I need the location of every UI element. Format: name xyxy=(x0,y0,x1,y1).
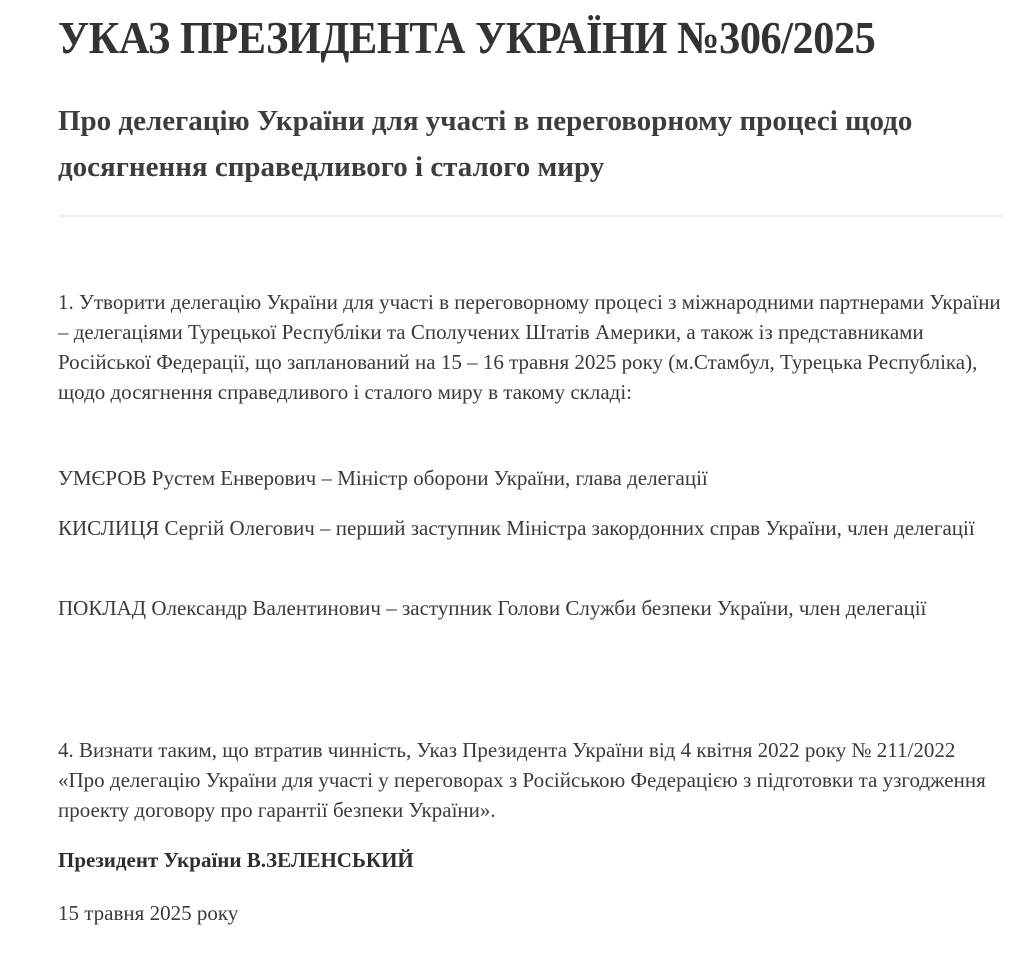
decree-date: 15 травня 2025 року xyxy=(58,901,239,925)
decree-title: УКАЗ ПРЕЗИДЕНТА УКРАЇНИ №306/2025 xyxy=(58,12,876,63)
delegation-member-umerov: УМЄРОВ Рустем Енверович – Міністр оборони України, глава делегації xyxy=(58,466,708,490)
section-divider xyxy=(58,215,1002,217)
point-1-paragraph: 1. Утворити делегацію України для участі в переговорному процесі з міжнародними партнерами України – делегаціями Турецької Республіки та Сполучених Штатів Америки, а також із представниками Російської Федерації, що запланований на 15 – 16 травня 2025 року (м.Стамбул, Турецька Республіка), щодо досягнення справедливого і сталого миру в такому складі: xyxy=(58,290,1001,404)
president-signature: Президент України В.ЗЕЛЕНСЬКИЙ xyxy=(58,848,414,872)
decree-subtitle: Про делегацію України для участі в переговорному процесі щодо досягнення справедливого і сталого миру xyxy=(58,105,913,183)
point-4-paragraph: 4. Визнати таким, що втратив чинність, Указ Президента України від 4 квітня 2022 року № 211/2022 «Про делегацію України для участі у переговорах з Російською Федерацією з підготовки та узгодження проекту договору про гарантії безпеки України». xyxy=(58,738,986,822)
delegation-member-kyslytsia: КИСЛИЦЯ Сергій Олегович – перший заступник Міністра закордонних справ України, член делегації xyxy=(58,516,975,540)
delegation-member-poklad: ПОКЛАД Олександр Валентинович – заступник Голови Служби безпеки України, член делегації xyxy=(58,596,927,620)
